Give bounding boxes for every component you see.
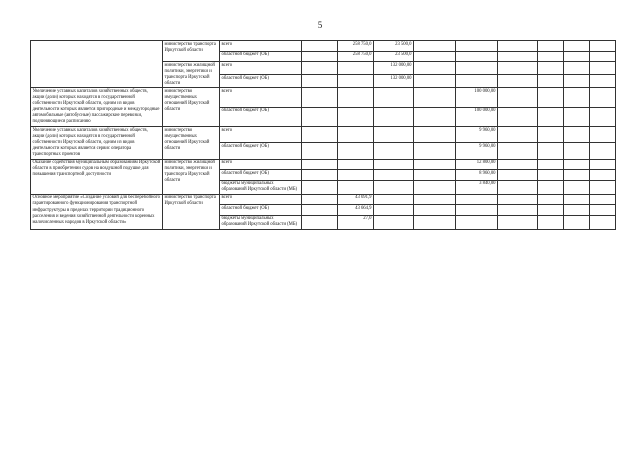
value-cell [338,75,374,88]
value-cell: 132 000,00 [374,75,414,88]
value-cell [338,159,374,170]
funding-source-cell: всего [220,41,302,52]
value-cell [538,180,564,194]
activity-description: Основное мероприятие «Создание условий для бесперебойного гарантированного функционирования транспортной инфраструктуры в пределах территории традиционного расселения и ведения хозяйственной деятельности коренных малочисленных народов в Иркутской области» [31,194,163,229]
value-cell [564,194,590,205]
funding-source-cell: бюджеты муниципальных образований Иркутской области (МБ) [220,215,302,229]
value-cell [338,107,374,126]
value-cell [302,143,338,159]
executor-cell: министерство имущественных отношений Иркутской области [163,88,220,127]
table-row [31,88,616,107]
value-cell [590,107,616,126]
value-cell [498,62,538,75]
value-cell [590,170,616,181]
activity-description: Оказание содействия муниципальным образованиям Иркутской области в приобретении судов на воздушной подушке для повышения транспортной доступности [31,159,163,194]
value-cell [456,215,498,229]
activity-description: Увеличение уставных капиталов хозяйственных обществ, акции (доли) которых находятся в государственной собственности Иркутской области, одним из видов деятельности которых является сервис оператора транспортных проектов [31,127,163,160]
value-cell [564,75,590,88]
executor-cell: министерство жилищной политики, энергетики и транспорта Иркутской области [163,159,220,194]
value-cell [374,88,414,107]
value-cell [564,62,590,75]
value-cell [538,62,564,75]
value-cell [414,170,456,181]
value-cell [456,75,498,88]
value-cell: 8 960,00 [456,170,498,181]
funding-source-cell: всего [220,159,302,170]
value-cell [590,159,616,170]
value-cell [564,215,590,229]
value-cell [374,143,414,159]
value-cell: 43 664,9 [338,205,374,216]
value-cell [590,62,616,75]
funding-source-cell: областной бюджет (ОБ) [220,170,302,181]
value-cell [498,170,538,181]
table-row [31,159,616,170]
value-cell [414,205,456,216]
value-cell: 23 500,0 [374,51,414,62]
value-cell [590,75,616,88]
value-cell [302,127,338,143]
value-cell [414,88,456,107]
value-cell [338,170,374,181]
value-cell [302,194,338,205]
value-cell: 9 960,00 [456,143,498,159]
value-cell: 258 750,0 [338,51,374,62]
value-cell [538,215,564,229]
value-cell [456,62,498,75]
value-cell [414,75,456,88]
value-cell [564,127,590,143]
funding-source-cell: областной бюджет (ОБ) [220,107,302,126]
executor-cell: министерство жилищной политики, энергетики и транспорта Иркутской области [163,62,220,88]
value-cell [338,127,374,143]
value-cell [414,215,456,229]
value-cell [338,62,374,75]
value-cell [564,107,590,126]
value-cell [498,215,538,229]
value-cell [564,205,590,216]
value-cell [456,51,498,62]
table-row [31,41,616,52]
value-cell [498,205,538,216]
value-cell [564,143,590,159]
funding-source-cell: всего [220,62,302,75]
funding-source-cell: всего [220,127,302,143]
value-cell [498,159,538,170]
funding-source-cell: областной бюджет (ОБ) [220,143,302,159]
value-cell: 132 000,00 [374,62,414,75]
value-cell [374,180,414,194]
value-cell [564,88,590,107]
value-cell [538,159,564,170]
budget-table [30,40,616,230]
value-cell [302,180,338,194]
value-cell [498,107,538,126]
executor-cell: министерство имущественных отношений Иркутской области [163,127,220,160]
value-cell [590,194,616,205]
value-cell [538,194,564,205]
value-cell [538,107,564,126]
value-cell [374,205,414,216]
table-row [31,127,616,143]
value-cell [590,180,616,194]
value-cell [564,159,590,170]
value-cell [414,127,456,143]
activity-description [31,41,163,88]
value-cell [590,41,616,52]
value-cell: 100 000,00 [456,107,498,126]
funding-source-cell: областной бюджет (ОБ) [220,51,302,62]
value-cell [498,51,538,62]
value-cell [374,194,414,205]
value-cell [538,75,564,88]
value-cell [302,75,338,88]
value-cell [564,51,590,62]
value-cell [498,143,538,159]
value-cell [302,107,338,126]
value-cell [374,127,414,143]
executor-cell: министерство транспорта Иркутской области [163,194,220,229]
value-cell: 100 000,00 [456,88,498,107]
value-cell [538,88,564,107]
value-cell [456,194,498,205]
value-cell [414,51,456,62]
value-cell [498,194,538,205]
value-cell: 12 800,00 [456,159,498,170]
page-number: 5 [317,20,323,30]
value-cell [414,62,456,75]
value-cell [414,194,456,205]
value-cell: 3 840,00 [456,180,498,194]
value-cell [302,62,338,75]
value-cell [590,127,616,143]
value-cell: 9 960,00 [456,127,498,143]
funding-source-cell: бюджеты муниципальных образований Иркутской области (МБ) [220,180,302,194]
funding-source-cell: областной бюджет (ОБ) [220,205,302,216]
value-cell [590,51,616,62]
executor-cell: министерство транспорта Иркутской области [163,41,220,62]
value-cell [456,41,498,52]
value-cell [590,215,616,229]
value-cell: 258 750,0 [338,41,374,52]
value-cell [498,127,538,143]
value-cell [338,88,374,107]
value-cell [590,205,616,216]
value-cell [414,143,456,159]
value-cell [538,205,564,216]
value-cell [538,170,564,181]
value-cell [414,107,456,126]
value-cell [302,205,338,216]
funding-source-cell: всего [220,88,302,107]
funding-source-cell: всего [220,194,302,205]
value-cell [414,159,456,170]
budget-table-body [31,41,616,230]
value-cell [538,127,564,143]
value-cell [538,143,564,159]
activity-description: Увеличение уставных капиталов хозяйственных обществ, акции (доли) которых находятся в государственной собственности Иркутской области, одним из видов деятельности которых является пригородные и междугородные автомобильные (автобусные) пассажирские перевозки, подчиняющиеся расписанию [31,88,163,127]
value-cell [338,180,374,194]
value-cell [564,180,590,194]
value-cell [302,215,338,229]
value-cell [374,215,414,229]
value-cell [302,159,338,170]
value-cell [590,88,616,107]
value-cell [302,51,338,62]
value-cell [498,41,538,52]
value-cell [374,159,414,170]
value-cell [498,88,538,107]
value-cell [538,51,564,62]
value-cell [564,41,590,52]
value-cell [374,170,414,181]
value-cell [414,180,456,194]
table-row [31,194,616,205]
value-cell [564,170,590,181]
value-cell: 27,0 [338,215,374,229]
value-cell [374,107,414,126]
value-cell [302,41,338,52]
value-cell [498,75,538,88]
value-cell [456,205,498,216]
value-cell [414,41,456,52]
value-cell [338,143,374,159]
funding-source-cell: областной бюджет (ОБ) [220,75,302,88]
value-cell [590,143,616,159]
value-cell [498,180,538,194]
value-cell [302,88,338,107]
value-cell [538,41,564,52]
value-cell: 23 500,0 [374,41,414,52]
value-cell: 43 691,9 [338,194,374,205]
value-cell [302,170,338,181]
